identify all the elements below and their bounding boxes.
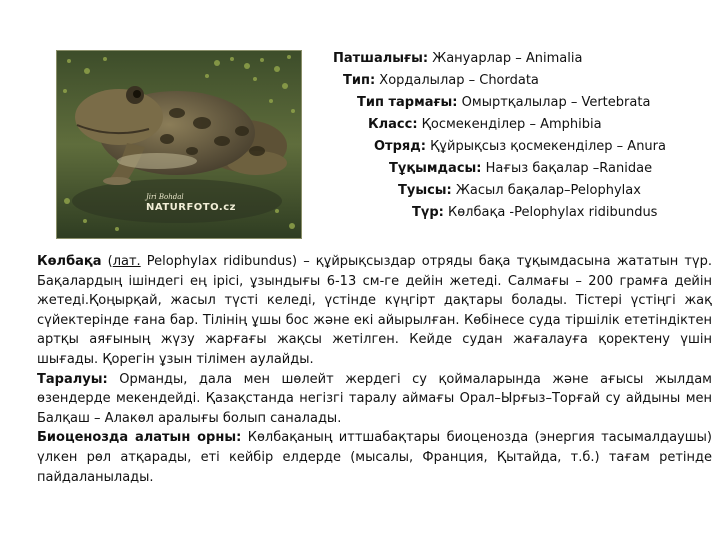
taxonomy-value: Нағыз бақалар –Ranidae (481, 161, 653, 176)
article-body (37, 252, 712, 487)
taxonomy-value: Қосмекенділер – Amphibia (417, 117, 602, 132)
taxonomy-species (412, 205, 657, 220)
taxonomy-label: Отряд: (374, 139, 426, 154)
description-title: Көлбақа (37, 254, 102, 269)
taxonomy-label: Туысы: (398, 183, 452, 198)
taxonomy-label: Тип тармағы: (357, 95, 458, 110)
role-text: Көлбақаның иттшабақтары биоценозда (энергия тасымалдаушы) үлкен рөл атқарады, еті кейбір елдерде (мысалы, Франция, Қытайда, т.б.) тағам ретінде пайдаланылады. (37, 430, 712, 485)
role-label: Биоценозда алатын орны: (37, 430, 242, 446)
distribution-paragraph (37, 370, 712, 429)
description-text: Pelophylax ridibundus) – құйрықсыздар отряды бақа тұқымдасына жататын түр. Бақалардың ішіндегі ең ірісі, ұзындығы 6-13 см-ге дейін жетеді. Салмағы – 200 грамға дейін жетеді.Қоңырқай, жасыл түсті келеді, үстінде күңгірт дақтары болады. Тістері үстіңгі жақ сүйектерінде ғана бар. Тілінің ұшы бос және екі айырылған. Көбінесе суда тіршілік ететіндіктен артқы аяғының жүзу жарғағы жақсы жетілген. Кейде судан жағалауға қоректену үшін шығады. Қорегін ұзын тілімен аулайды. (37, 254, 712, 367)
taxonomy-value: Жануарлар – Animalia (428, 51, 583, 66)
taxonomy-label: Тип: (343, 73, 376, 88)
photo-author-watermark: Jiri Bohdal (146, 193, 184, 201)
taxonomy-order (374, 139, 666, 154)
distribution-label: Таралуы: (37, 371, 108, 387)
taxonomy-genus (398, 183, 641, 198)
taxonomy-label: Түр: (412, 205, 444, 220)
taxonomy-family (389, 161, 652, 176)
taxonomy-value: Омыртқалылар – Vertebrata (457, 95, 651, 110)
taxonomy-subphylum (357, 95, 650, 110)
description-paragraph (37, 252, 712, 370)
taxonomy-label: Класс: (368, 117, 418, 132)
taxonomy-class (368, 117, 602, 132)
photo-site-watermark: NATURFOTO.cz (146, 202, 236, 213)
taxonomy-value: Көлбақа -Pelophylax ridibundus (443, 205, 658, 220)
latin-link[interactable]: лат. (112, 254, 141, 269)
taxonomy-label: Патшалығы: (333, 51, 429, 66)
taxonomy-phylum (343, 73, 539, 88)
taxonomy-label: Тұқымдасы: (389, 161, 482, 176)
taxonomy-value: Жасыл бақалар–Pelophylax (451, 183, 641, 198)
role-paragraph (37, 428, 712, 487)
distribution-text: Орманды, дала мен шөлейт жердегі су қоймаларында және ағысы жылдам өзендерде мекендейді. Қазақстанда негізгі таралу аймағы Орал–Ырғыз–Торғай су айдыны мен Балқаш – Алакөл аралығы болып саналады. (37, 371, 712, 426)
taxonomy-value: Хордалылар – Chordata (375, 73, 539, 88)
taxonomy-value: Құйрықсыз қосмекенділер – Anura (425, 139, 666, 154)
taxonomy-kingdom (333, 51, 582, 66)
description-open-paren: ( (101, 254, 113, 269)
